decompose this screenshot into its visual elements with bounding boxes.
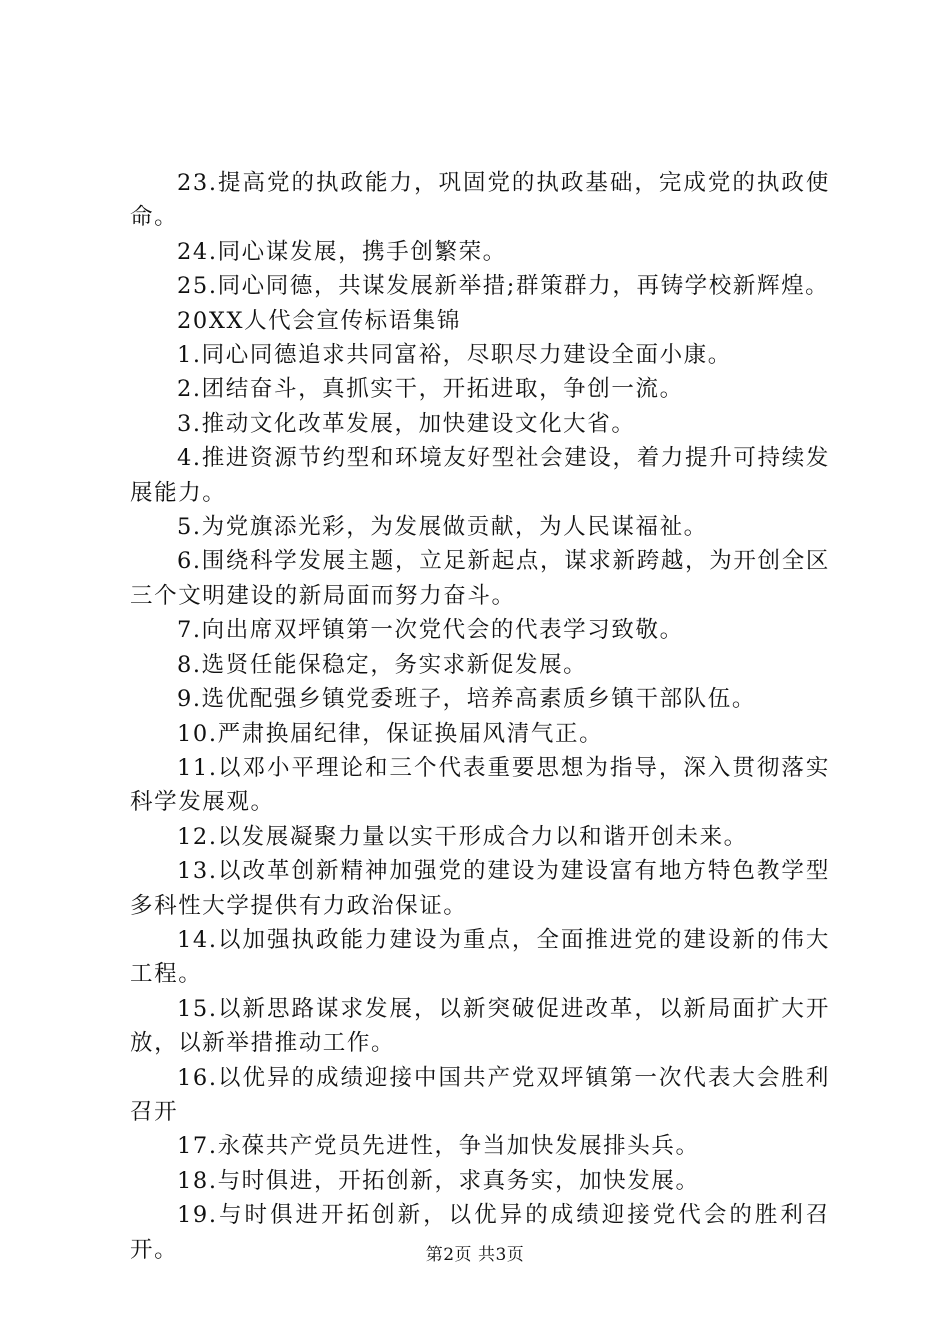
paragraph-text: 4.推进资源节约型和环境友好型社会建设，着力提升可持续发展能力。	[130, 445, 830, 506]
paragraph-text: 18.与时俱进，开拓创新，求真务实，加快发展。	[177, 1167, 700, 1194]
paragraph-text: 9.选优配强乡镇党委班子，培养高素质乡镇干部队伍。	[177, 686, 756, 713]
paragraph	[130, 269, 830, 303]
paragraph-text: 14.以加强执政能力建设为重点，全面推进党的建设新的伟大工程。	[130, 926, 830, 988]
paragraph	[130, 1129, 830, 1163]
paragraph	[130, 751, 830, 820]
paragraph-text: 13.以改革创新精神加强党的建设为建设富有地方特色教学型多科性大学提供有力政治保证。	[130, 858, 830, 919]
paragraph-text: 16.以优异的成绩迎接中国共产党双坪镇第一次代表大会胜利召开	[130, 1064, 830, 1125]
paragraph-text: 19.与时俱进开拓创新，以优异的成绩迎接党代会的胜利召开。	[130, 1202, 830, 1263]
paragraph-text: 23.提高党的执政能力，巩固党的执政基础，完成党的执政使命。	[130, 170, 830, 231]
paragraph-text: 11.以邓小平理论和三个代表重要思想为指导，深入贯彻落实科学发展观。	[130, 754, 830, 816]
paragraph	[130, 648, 830, 682]
paragraph-text: 7.向出席双坪镇第一次党代会的代表学习致敬。	[177, 617, 684, 644]
paragraph	[130, 992, 830, 1061]
paragraph-text: 17.永葆共产党员先进性，争当加快发展排头兵。	[177, 1133, 700, 1160]
paragraph-text: 25.同心同德，共谋发展新举措;群策群力，再铸学校新辉煌。	[177, 273, 830, 300]
paragraph-text: 8.选贤任能保稳定，务实求新促发展。	[177, 651, 588, 678]
paragraph-text: 15.以新思路谋求发展，以新突破促进改革，以新局面扩大开放，以新举措推动工作。	[130, 995, 830, 1057]
paragraph	[130, 338, 830, 372]
paragraph	[130, 682, 830, 716]
paragraph-text: 5.为党旗添光彩，为发展做贡献，为人民谋福祉。	[177, 514, 708, 541]
document-body	[130, 166, 830, 1267]
paragraph	[130, 544, 830, 613]
paragraph-text: 3.推动文化改革发展，加快建设文化大省。	[177, 410, 636, 437]
page-indicator: 第2页 共3页	[425, 1245, 525, 1265]
paragraph-text: 10.严肃换届纪律，保证换届风清气正。	[177, 720, 604, 747]
paragraph	[130, 717, 830, 751]
paragraph	[130, 1164, 830, 1198]
paragraph	[130, 854, 830, 923]
paragraph	[130, 166, 830, 235]
page-footer	[0, 1243, 950, 1267]
paragraph-text: 6.围绕科学发展主题，立足新起点，谋求新跨越，为开创全区三个文明建设的新局面而努力奋斗。	[130, 548, 830, 609]
paragraph	[130, 1061, 830, 1130]
paragraph	[130, 820, 830, 854]
paragraph	[130, 235, 830, 269]
paragraph	[130, 372, 830, 406]
section-heading-text: 20XX人代会宣传标语集锦	[177, 307, 461, 334]
paragraph-text: 24.同心谋发展，携手创繁荣。	[177, 238, 507, 265]
paragraph	[130, 407, 830, 441]
paragraph	[130, 923, 830, 992]
paragraph-text: 2.团结奋斗，真抓实干，开拓进取，争创一流。	[177, 376, 684, 403]
paragraph	[130, 441, 830, 510]
paragraph-text: 12.以发展凝聚力量以实干形成合力以和谐开创未来。	[177, 823, 748, 850]
section-heading	[130, 304, 830, 338]
paragraph-text: 1.同心同德追求共同富裕，尽职尽力建设全面小康。	[177, 342, 732, 369]
paragraph	[130, 613, 830, 647]
paragraph	[130, 510, 830, 544]
